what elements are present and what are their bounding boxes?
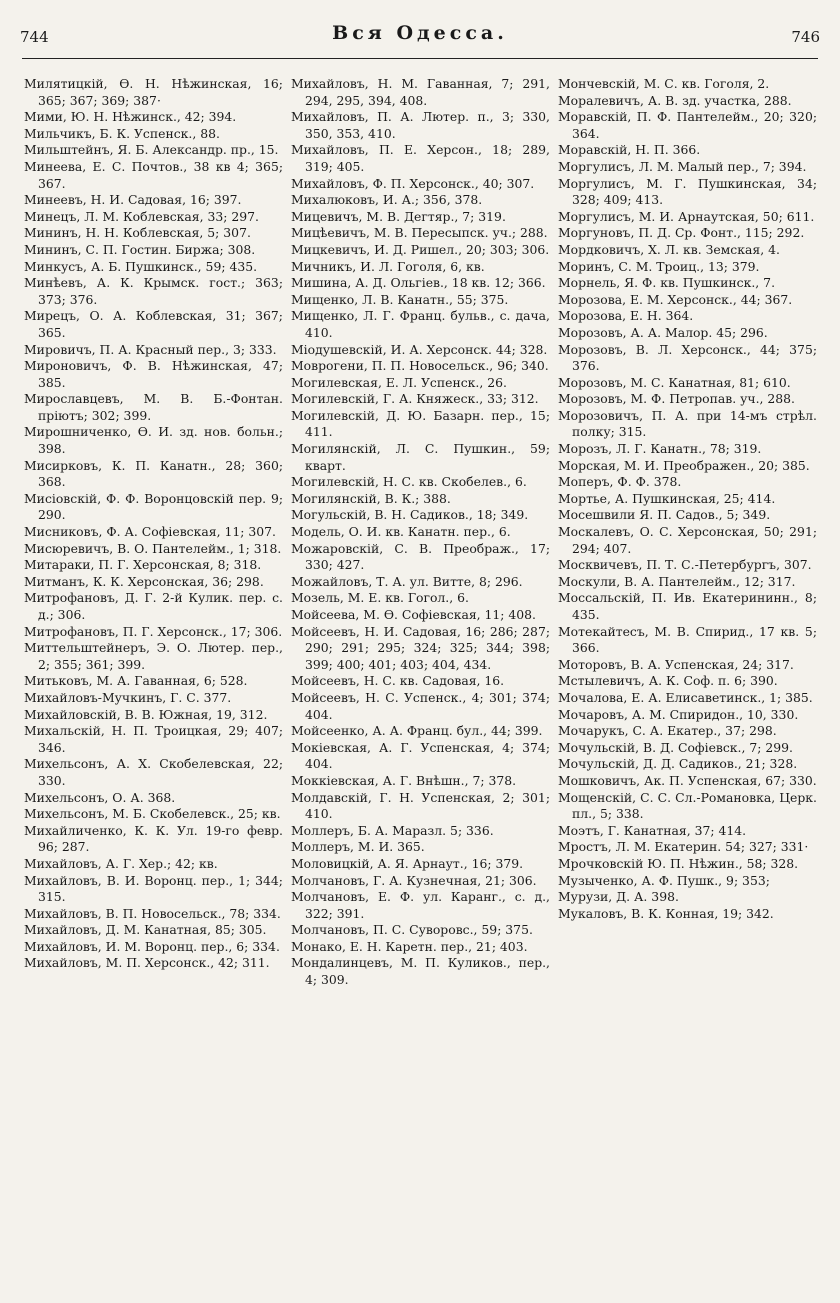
directory-entry: Морозовъ, В. Л. Херсонск., 44; 375; 376. (558, 341, 817, 374)
directory-entry: Морозовъ, А. А. Малор. 45; 296. (558, 324, 768, 340)
directory-entry: Моллеръ, Б. А. Маразл. 5; 336. (291, 822, 494, 838)
directory-entry: Михельсонъ, М. Б. Скобелевск., 25; кв. (24, 806, 281, 822)
directory-entry: Михайловъ, П. А. Лютер. п., 3; 330, 350, 353, 410. (291, 109, 550, 141)
directory-entry: Мотекайтесъ, М. В. Спирид., 17 кв. 5; 366. (558, 623, 817, 656)
directory-entry: Мочульскій, В. Д. Софіевск., 7; 299. (558, 739, 793, 755)
directory-entry: Мойсеевъ, Н. С. Успенск., 4; 301; 374; 404. (291, 689, 550, 722)
directory-entry: Мищенко, Л. В. Канатн., 55; 375. (291, 291, 509, 307)
directory-entry: Мозель, М. Е. кв. Гогол., 6. (291, 590, 469, 606)
directory-entry: Михайловъ, И. М. Воронц. пер., 6; 334. (24, 938, 280, 954)
directory-entry: Митьковъ, М. А. Гаванная, 6; 528. (24, 673, 248, 689)
directory-entry: Монако, Е. Н. Каретн. пер., 21; 403. (291, 938, 528, 954)
directory-entry: Мойсеевъ, Н. С. кв. Садовая, 16. (291, 673, 505, 689)
directory-entry: Мойсеева, М. Ѳ. Софіевская, 11; 408. (291, 607, 536, 622)
directory-entry: Моргулисъ, М. И. Арнаутская, 50; 611. (558, 208, 815, 224)
directory-entry: Михальскій, Н. П. Троицкая, 29; 407; 346. (24, 723, 283, 755)
directory-entry: Михайловъ, Д. М. Канатная, 85; 305. (24, 922, 267, 938)
directory-entry: Минеевъ, Н. И. Садовая, 16; 397. (24, 192, 242, 208)
directory-entry: Мими, Ю. Н. Нѣжинск., 42; 394. (24, 109, 237, 125)
column-left (24, 76, 283, 1295)
directory-entry: Моккіевская, А. Г. Внѣшн., 7; 378. (291, 772, 517, 788)
directory-entry: Могульскій, В. Н. Садиков., 18; 349. (291, 507, 529, 523)
directory-entry: Морозовъ, М. С. Канатная, 81; 610. (558, 374, 791, 390)
directory-entry: Морская, М. И. Преображен., 20; 385. (558, 457, 810, 473)
directory-entry: Москвичевъ, П. Т. С.-Петербургъ, 307. (558, 557, 812, 573)
directory-entry: Михайловъ-Мучкинъ, Г. С. 377. (24, 689, 232, 705)
header-rule (22, 58, 818, 59)
directory-entry: Морозъ, Л. Г. Канатн., 78; 319. (558, 441, 762, 457)
directory-entry: Морозова, Е. Н. 364. (558, 308, 694, 324)
directory-entry: Михайловскій, В. В. Южная, 19, 312. (24, 706, 268, 722)
directory-entry: Могилянскій, Л. С. Пушкин., 59; кварт. (291, 441, 550, 473)
directory-entry: Мойсеевъ, Н. И. Садовая, 16; 286; 287; 290; 291; 295; 324; 325; 344; 398; 399; 400; 401; 403; 404, 434. (291, 623, 550, 672)
directory-entry: Мордковичъ, Х. Л. кв. Земская, 4. (558, 241, 780, 257)
directory-entry: Мосешвили Я. П. Садов., 5; 349. (558, 507, 771, 523)
directory-entry: Моравскій, Н. П. 366. (558, 142, 701, 158)
directory-entry: Міодушевскій, И. А. Херсонск. 44; 328. (291, 341, 548, 357)
directory-entry: Минѣевъ, А. К. Крымск. гост.; 363; 373; 376. (24, 275, 283, 307)
directory-entry: Мочаровъ, А. М. Спиридон., 10, 330. (558, 706, 799, 722)
directory-entry: Мирецъ, О. А. Коблевская, 31; 367; 365. (24, 308, 283, 340)
directory-entry: Мочалова, Е. А. Елисаветинск., 1; 385. (558, 689, 813, 705)
left-page-number: 744 (20, 28, 49, 46)
directory-entry: Мокіевская, А. Г. Успенская, 4; 374; 404. (291, 739, 550, 772)
directory-entry: Мончевскій, М. С. кв. Гоголя, 2. (558, 76, 770, 91)
entry-columns (24, 76, 828, 1295)
directory-entry: Мицевичъ, М. В. Дегтяр., 7; 319. (291, 208, 506, 224)
column-right (558, 76, 817, 1295)
directory-entry: Морозова, Е. М. Херсонск., 44; 367. (558, 291, 793, 307)
directory-entry: Мищенко, Л. Г. Франц. бульв., с. дача, 410. (291, 308, 550, 340)
directory-entry: Минеева, Е. С. Почтов., 38 кв 4; 365; 367. (24, 158, 283, 191)
directory-entry: Морозовъ, М. Ф. Петропав. уч., 288. (558, 391, 795, 407)
directory-entry: Мрочковскій Ю. П. Нѣжин., 58; 328. (558, 855, 799, 871)
directory-entry: Мортье, А. Пушкинская, 25; 414. (558, 490, 776, 506)
directory-entry: Могилянскій, В. К.; 388. (291, 490, 451, 506)
directory-entry: Мондалинцевъ, М. П. Куликов., пер., 4; 309. (291, 955, 550, 988)
directory-entry: Мочульскій, Д. Д. Садиков., 21; 328. (558, 756, 798, 772)
directory-entry: Молчановъ, Е. Ф. ул. Каранг., с. д., 322; 391. (291, 889, 550, 921)
directory-entry: Мишина, А. Д. Ольгіев., 18 кв. 12; 366. (291, 275, 546, 291)
directory-entry: Михайловъ, В. И. Воронц. пер., 1; 344; 315. (24, 872, 283, 905)
directory-entry: Молчановъ, Г. А. Кузнечная, 21; 306. (291, 872, 537, 888)
directory-entry: Мировичъ, П. А. Красный пер., 3; 333. (24, 341, 277, 357)
directory-entry: Моперъ, Ф. Ф. 378. (558, 474, 682, 490)
directory-entry: Мичникъ, И. Л. Гоголя, 6, кв. (291, 258, 485, 274)
directory-entry: Михайловъ, М. П. Херсонск., 42; 311. (24, 955, 270, 971)
directory-entry: Музыченко, А. Ф. Пушк., 9; 353; (558, 872, 770, 888)
directory-entry: Мурузи, Д. А. 398. (558, 889, 679, 905)
directory-entry: Моэтъ, Г. Канатная, 37; 414. (558, 822, 747, 838)
directory-entry: Мицкевичъ, И. Д. Ришел., 20; 303; 306. (291, 241, 550, 257)
running-title: Вся Одесса. (332, 22, 508, 44)
directory-entry: Мирославцевъ, М. В. Б.-Фонтан. пріютъ; 302; 399. (24, 391, 283, 423)
directory-entry: Морозовичъ, П. А. при 14-мъ стрѣл. полку; 315. (558, 407, 817, 440)
directory-entry: Митрофановъ, П. Г. Херсонск., 17; 306. (24, 623, 283, 639)
directory-entry: Морнель, Я. Ф. кв. Пушкинск., 7. (558, 275, 776, 291)
directory-entry: Мисіовскій, Ф. Ф. Воронцовскій пер. 9; 290. (24, 490, 283, 523)
directory-entry: Мощенскій, С. С. Сл.-Романовка, Церк. пл., 5; 338. (558, 789, 817, 822)
directory-entry: Михайловъ, А. Г. Хер.; 42; кв. (24, 855, 218, 871)
directory-entry: Михельсонъ, А. Х. Скобелевская, 22; 330. (24, 756, 283, 788)
directory-entry: Москули, В. А. Пантелейм., 12; 317. (558, 573, 796, 589)
column-middle (291, 76, 550, 1295)
directory-entry: Мисниковъ, Ф. А. Софіевская, 11; 307. (24, 524, 276, 540)
directory-entry: Мирошниченко, Ѳ. И. зд. нов. больн.; 398. (24, 424, 283, 457)
directory-entry: Молдавскій, Г. Н. Успенская, 2; 301; 410. (291, 789, 550, 822)
directory-entry: Мильштейнъ, Я. Б. Александр. пр., 15. (24, 142, 279, 158)
directory-entry: Мининъ, Н. Н. Коблевская, 5; 307. (24, 225, 251, 241)
directory-entry: Моргулисъ, М. Г. Пушкинская, 34; 328; 409; 413. (558, 175, 817, 208)
directory-entry: Москалевъ, О. С. Херсонская, 50; 291; 294; 407. (558, 524, 817, 556)
directory-entry: Михайловъ, П. Е. Херсон., 18; 289, 319; 405. (291, 142, 550, 174)
directory-entry: Мицѣевичъ, М. В. Пересыпск. уч.; 288. (291, 225, 548, 241)
directory-entry: Модель, О. И. кв. Канатн. пер., 6. (291, 524, 511, 540)
directory-entry: Мисирковъ, К. П. Канатн., 28; 360; 368. (24, 457, 283, 490)
directory-entry: Мисюревичъ, В. О. Пантелейм., 1; 318. (24, 540, 282, 556)
directory-entry: Могилевскій, Д. Ю. Базарн. пер., 15; 411. (291, 407, 550, 440)
directory-entry: Моссальскій, П. Ив. Екатерининн., 8; 435. (558, 590, 817, 622)
directory-entry: Михельсонъ, О. А. 368. (24, 789, 176, 805)
directory-entry: Митрофановъ, Д. Г. 2-й Кулик. пер. с. д.; 306. (24, 590, 283, 622)
directory-entry: Мининъ, С. П. Гостин. Биржа; 308. (24, 241, 256, 257)
directory-entry: Молчановъ, П. С. Суворовс., 59; 375. (291, 922, 533, 938)
directory-entry: Могилевскій, Г. А. Княжеск., 33; 312. (291, 391, 539, 407)
directory-entry: Мростъ, Л. М. Екатерин. 54; 327; 331· (558, 839, 809, 855)
directory-entry: Моллеръ, М. И. 365. (291, 839, 425, 855)
directory-entry: Мироновичъ, Ф. В. Нѣжинская, 47; 385. (24, 358, 283, 390)
directory-entry: Михайличенко, К. К. Ул. 19-го февр. 96; 287. (24, 822, 283, 855)
directory-entry: Можаровскій, С. В. Преображ., 17; 330; 427. (291, 540, 550, 573)
directory-entry: Милятицкій, Ѳ. Н. Нѣжинская, 16; 365; 367; 369; 387· (24, 76, 283, 108)
directory-entry: Мошковичъ, Ак. П. Успенская, 67; 330. (558, 772, 817, 788)
directory-entry: Михайловъ, Ф. П. Херсонск., 40; 307. (291, 175, 535, 191)
directory-entry: Могилевская, Е. Л. Успенск., 26. (291, 374, 507, 390)
directory-entry: Минецъ, Л. М. Коблевская, 33; 297. (24, 208, 259, 224)
directory-entry: Моринъ, С. М. Троиц., 13; 379. (558, 258, 760, 274)
right-page-number: 746 (791, 28, 820, 46)
directory-entry: Митманъ, К. К. Херсонская, 36; 298. (24, 573, 264, 589)
directory-entry: Михайловъ, Н. М. Гаванная, 7; 291, 294, 295, 394, 408. (291, 76, 550, 108)
directory-entry: Мукаловъ, В. К. Конная, 19; 342. (558, 905, 774, 921)
directory-entry: Могилевскій, Н. С. кв. Скобелев., 6. (291, 474, 527, 490)
directory-entry: Моравскій, П. Ф. Пантелейм., 20; 320; 364. (558, 109, 817, 141)
directory-entry: Мильчикъ, Б. К. Успенск., 88. (24, 125, 220, 141)
directory-entry: Миттельштейнеръ, Э. О. Лютер. пер., 2; 355; 361; 399. (24, 640, 283, 672)
directory-entry: Моргулисъ, Л. М. Малый пер., 7; 394. (558, 158, 807, 174)
page-header (20, 22, 820, 58)
directory-entry: Минкусъ, А. Б. Пушкинск., 59; 435. (24, 258, 258, 274)
directory-entry: Мойсеенко, А. А. Франц. бул., 44; 399. (291, 723, 543, 739)
directory-entry: Моторовъ, В. А. Успенская, 24; 317. (558, 656, 794, 672)
directory-entry: Михайловъ, В. П. Новосельск., 78; 334. (24, 905, 281, 921)
directory-entry: Моловицкій, А. Я. Арнаут., 16; 379. (291, 855, 524, 871)
directory-entry: Моралевичъ, А. В. зд. участка, 288. (558, 92, 792, 108)
directory-entry: Мстылевичъ, А. К. Соф. п. 6; 390. (558, 673, 778, 689)
directory-entry: Митараки, П. Г. Херсонская, 8; 318. (24, 557, 262, 573)
directory-entry: Михалюковъ, И. А.; 356, 378. (291, 192, 483, 208)
directory-entry: Моргуновъ, П. Д. Ср. Фонт., 115; 292. (558, 225, 805, 241)
directory-entry: Можайловъ, Т. А. ул. Витте, 8; 296. (291, 573, 523, 589)
directory-entry: Мочарукъ, С. А. Екатер., 37; 298. (558, 723, 777, 739)
directory-entry: Моврогени, П. П. Новосельск., 96; 340. (291, 358, 549, 374)
